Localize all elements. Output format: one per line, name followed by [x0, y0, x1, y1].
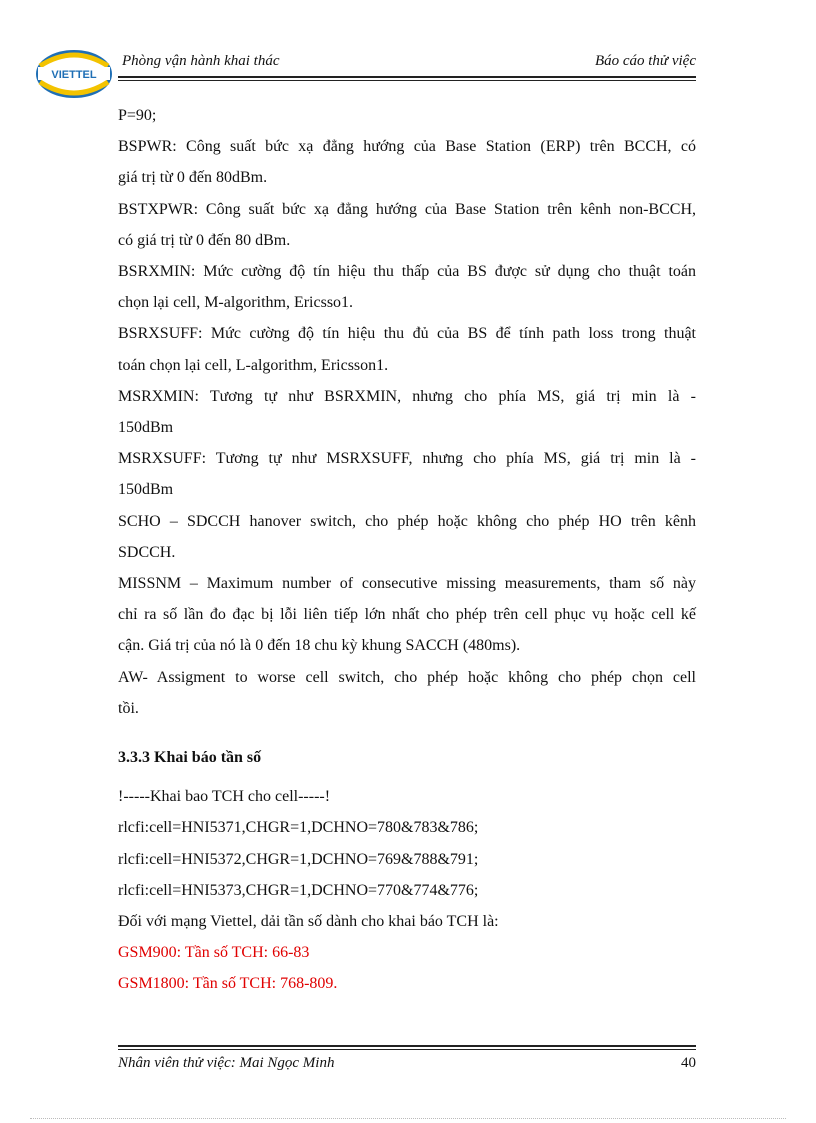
- param-missnm: MISSNM – Maximum number of consecutive missing measurements, tham số này: [118, 575, 696, 593]
- param-scho: SCHO – SDCCH hanover switch, cho phép hoặc không cho phép HO trên kênh: [118, 512, 696, 530]
- param-msrxmin-cont: 150dBm: [118, 419, 174, 437]
- header-report-title: Báo cáo thử việc: [594, 53, 696, 69]
- param-bsrxmin: BSRXMIN: Mức cường độ tín hiệu thu thấp của BS được sử dụng cho thuật toán: [118, 263, 696, 281]
- footer-author: Nhân viên thử việc: Mai Ngọc Minh: [118, 1055, 335, 1071]
- param-missnm-cont2: cận. Giá trị của nó là 0 đến 18 chu kỳ khung SACCH (480ms).: [118, 637, 521, 655]
- page-edge-dots: [30, 1118, 786, 1119]
- param-bspwr: BSPWR: Công suất bức xạ đẳng hướng của Base Station (ERP) trên BCCH, có: [118, 138, 696, 156]
- logo-text: VIETTEL: [51, 69, 97, 81]
- footer-rule: [118, 1045, 696, 1047]
- gsm1800-range: GSM1800: Tần số TCH: 768-809.: [118, 975, 338, 993]
- section-heading: 3.3.3 Khai báo tần số: [118, 749, 262, 767]
- param-line: P=90;: [118, 107, 157, 124]
- param-missnm-cont: chỉ ra số lần đo đạc bị lỗi liên tiếp lớn nhất cho phép trên cell phục vụ hoặc cell kế: [118, 606, 696, 624]
- param-aw: AW- Assigment to worse cell switch, cho phép hoặc không cho phép chọn cell: [118, 668, 696, 686]
- band-intro: Đối với mạng Viettel, dải tần số dành cho khai báo TCH là:: [118, 913, 499, 931]
- param-bstxpwr-cont: có giá trị từ 0 đến 80 dBm.: [118, 231, 291, 249]
- param-bsrxmin-cont: chọn lại cell, M-algorithm, Ericsso1.: [118, 294, 354, 312]
- code-comment: !-----Khai bao TCH cho cell-----!: [118, 788, 331, 806]
- param-bspwr-cont: giá trị từ 0 đến 80dBm.: [118, 169, 268, 187]
- page-content: [118, 100, 696, 1000]
- param-bsrxsuff: BSRXSUFF: Mức cường độ tín hiệu thu đủ của BS để tính path loss trong thuật: [118, 325, 696, 343]
- param-msrxsuff-cont: 150dBm: [118, 481, 174, 499]
- viettel-logo: [34, 46, 114, 102]
- param-bstxpwr: BSTXPWR: Công suất bức xạ đẳng hướng của Base Station trên kênh non-BCCH,: [118, 200, 696, 218]
- header-department: Phòng vận hành khai thác: [122, 53, 280, 69]
- code-line: rlcfi:cell=HNI5373,CHGR=1,DCHNO=770&774&776;: [118, 881, 479, 899]
- header-rule: [118, 76, 696, 78]
- param-bsrxsuff-cont: toán chọn lại cell, L-algorithm, Ericsson1.: [118, 356, 389, 374]
- param-aw-cont: tồi.: [118, 699, 139, 717]
- footer-rule-thin: [118, 1049, 696, 1050]
- param-msrxsuff: MSRXSUFF: Tương tự như MSRXSUFF, nhưng cho phía MS, giá trị min là -: [118, 450, 696, 468]
- code-line: rlcfi:cell=HNI5372,CHGR=1,DCHNO=769&788&791;: [118, 850, 479, 868]
- header-rule-thin: [118, 80, 696, 81]
- param-scho-cont: SDCCH.: [118, 543, 176, 561]
- param-msrxmin: MSRXMIN: Tương tự như BSRXMIN, nhưng cho phía MS, giá trị min là -: [118, 387, 696, 405]
- code-line: rlcfi:cell=HNI5371,CHGR=1,DCHNO=780&783&786;: [118, 819, 479, 837]
- gsm900-range: GSM900: Tần số TCH: 66-83: [118, 944, 310, 962]
- page-number: 40: [681, 1055, 696, 1071]
